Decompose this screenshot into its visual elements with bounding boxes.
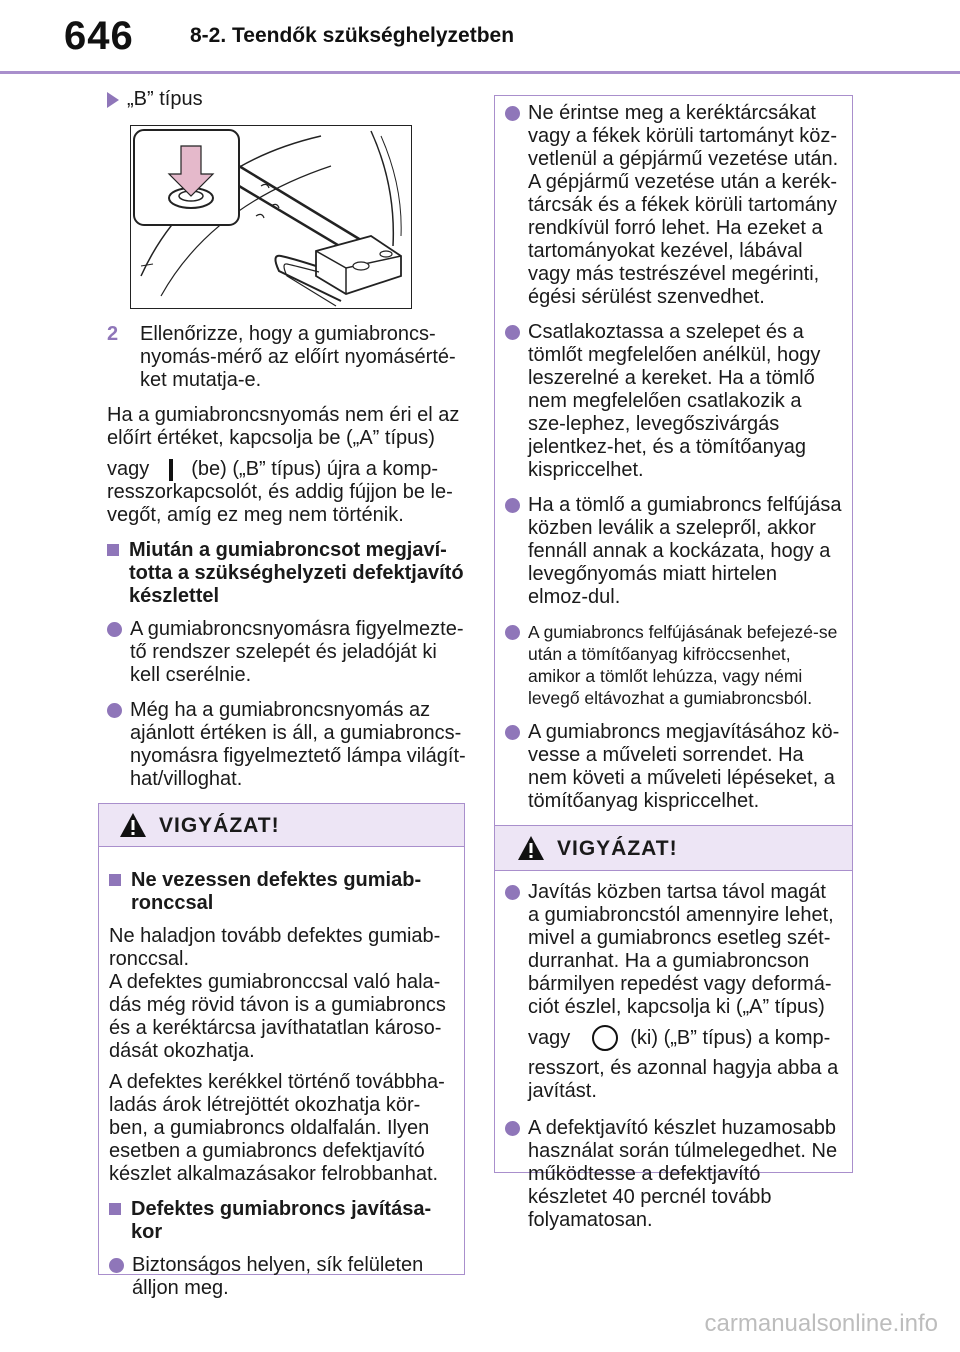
step-number: 2 bbox=[107, 323, 119, 345]
list-item bbox=[107, 699, 467, 791]
square-bullet-icon bbox=[107, 544, 119, 556]
list-item-text: A gumiabroncs felfújásának befejezé-se után a tömítőanyag kifröccsenhet, amikor a tömlőt lehúzza, vagy némi levegő eltávozhat a gumiabroncsból. bbox=[528, 622, 838, 708]
list-item-text: Ha a tömlő a gumiabroncs felfújása közben leválik a szelepről, akkor fennáll annak a kockázata, hogy a levegőnyomás miatt hirtelen elmoz-dul. bbox=[528, 494, 842, 608]
warning-body bbox=[495, 871, 852, 1232]
warning-header bbox=[495, 825, 852, 871]
heading-text: Defektes gumiabroncs javítása-kor bbox=[131, 1198, 432, 1243]
header-rule bbox=[0, 71, 960, 74]
left-column bbox=[107, 88, 467, 803]
warning-continuation bbox=[495, 96, 852, 813]
warning-paragraph-2: A defektes kerékkel történő továbbha-ladás árok létrejöttét okozhatja kör-ben, a gumiabroncs oldalfalán. Ilyen esetben a gumiabroncs defektjavító készlet alkalmazásakor felrobbanhat. bbox=[109, 1071, 445, 1185]
list-item-text: Biztonságos helyen, sík felületen álljon meg. bbox=[132, 1254, 424, 1299]
list-item bbox=[505, 102, 842, 309]
warning-title: VIGYÁZAT! bbox=[159, 813, 280, 837]
square-bullet-icon bbox=[109, 874, 121, 886]
list-item-text: Javítás közben tartsa távol magát a gumiabroncstól amennyire lehet, mivel a gumiabroncs esetleg szét-durranhat. Ha a gumiabroncson bármilyen repedést vagy deformá-ciót észlel, kapcsolja ki („A” típus) bbox=[528, 881, 834, 1018]
list-item-text: A gumiabroncs megjavításához kö-vesse a műveleti sorrendet. Ha nem követi a műveleti lépéseket, a tömítőanyag kispriccelhet. bbox=[528, 721, 840, 812]
after-repair-heading bbox=[107, 539, 467, 608]
heading-text: Miután a gumiabroncsot megjaví-totta a szükséghelyzeti defektjavító készlettel bbox=[129, 539, 464, 607]
warning-box-left bbox=[98, 803, 465, 1299]
warning-header bbox=[99, 804, 464, 847]
page-header bbox=[0, 0, 960, 78]
type-b-line bbox=[107, 88, 467, 111]
warning-triangle-icon bbox=[119, 812, 147, 838]
list-item bbox=[107, 618, 467, 687]
circle-bullet-icon bbox=[505, 885, 520, 900]
warning-heading-1 bbox=[109, 869, 452, 915]
pressure-paragraph-rest: resszorkapcsolót, és addig fújjon be le-vegőt, amíg ez meg nem történik. bbox=[107, 481, 453, 526]
list-item bbox=[505, 881, 842, 1019]
warning-title: VIGYÁZAT! bbox=[557, 836, 678, 860]
after-icon-text: (be) („B” típus) újra a komp- bbox=[191, 458, 438, 480]
page-number: 646 bbox=[64, 14, 134, 58]
power-off-icon bbox=[592, 1025, 618, 1051]
step-2 bbox=[107, 323, 467, 392]
circle-bullet-icon bbox=[505, 106, 520, 121]
step-text: Ellenőrizze, hogy a gumiabroncs-nyomás-mérő az előírt nyomásérté-ket mutatja-e. bbox=[140, 323, 456, 391]
warning-body bbox=[99, 847, 464, 1300]
warning-heading-2 bbox=[109, 1198, 452, 1244]
warning-paragraph-1: Ne haladjon tovább defektes gumiab-ronccsal. A defektes gumiabronccsal való hala-dás még rövid távon is a gumiabroncs és a keréktárcsa javíthatatlan károso-dását okozhatja. bbox=[109, 925, 446, 1062]
or-word: vagy bbox=[107, 458, 150, 480]
watermark: carmanualsonline.info bbox=[704, 1310, 938, 1337]
list-item bbox=[505, 1117, 842, 1232]
list-item-text: Ne érintse meg a keréktárcsákat vagy a fékek körüli tartományt köz-vetlenül a gépjármű vezetése után. A gépjármű vezetése után a kerék-tárcsák és a fékek körüli tartomány rendkívül forró lehet. Ha ezeket a tartományokat kezével, lábával vagy más testrészével megérinti, égési sérülést szenvedhet. bbox=[528, 102, 839, 308]
list-item-text: A gumiabroncsnyomásra figyelmezte-tő rendszer szelepét és jeladóját ki kell cserélnie. bbox=[130, 618, 464, 686]
heading-text: Ne vezessen defektes gumiab-ronccsal bbox=[131, 869, 422, 914]
switch-icon-line bbox=[107, 458, 467, 481]
circle-bullet-icon bbox=[109, 1258, 124, 1273]
list-item bbox=[505, 494, 842, 609]
list-item bbox=[109, 1254, 452, 1300]
circle-bullet-icon bbox=[505, 498, 520, 513]
circle-bullet-icon bbox=[505, 1121, 520, 1136]
power-on-icon bbox=[169, 459, 173, 481]
list-item bbox=[505, 721, 842, 813]
circle-bullet-icon bbox=[505, 725, 520, 740]
list-item-text: A defektjavító készlet huzamosabb használat során túlmelegedhet. Ne működtesse a defektjavító készletet 40 percnél tovább folyamatosan. bbox=[528, 1117, 838, 1231]
circle-bullet-icon bbox=[505, 625, 520, 640]
switch-icon-line bbox=[505, 1025, 842, 1051]
compressor-illustration bbox=[130, 125, 412, 309]
circle-bullet-icon bbox=[107, 703, 122, 718]
circle-bullet-icon bbox=[505, 325, 520, 340]
after-icon-text: (ki) („B” típus) a komp- bbox=[630, 1026, 831, 1049]
or-word: vagy bbox=[528, 1026, 571, 1049]
type-b-label: „B” típus bbox=[127, 88, 203, 110]
list-item-text: Csatlakoztassa a szelepet és a tömlőt megfelelően anélkül, hogy leszerelné a kereket. Ha a tömlő nem megfelelően csatlakozik a sze-lephez, levegőszivárgás jelentkez-het, és a tömítőanyag kispriccelhet. bbox=[528, 321, 821, 481]
circle-bullet-icon bbox=[107, 622, 122, 637]
warning-rest-text: resszort, és azonnal hagyja abba a javítást. bbox=[528, 1057, 839, 1102]
triangle-bullet-icon bbox=[107, 92, 119, 108]
list-item bbox=[505, 621, 842, 709]
pressure-paragraph: Ha a gumiabroncsnyomás nem éri el az előírt értéket, kapcsolja be („A” típus) bbox=[107, 404, 460, 449]
warning-box-right bbox=[494, 95, 853, 1231]
compressor-drawing bbox=[131, 126, 411, 308]
section-title: 8-2. Teendők szükséghelyzetben bbox=[190, 24, 515, 47]
warning-triangle-icon bbox=[517, 835, 545, 861]
square-bullet-icon bbox=[109, 1203, 121, 1215]
list-item-text: Még ha a gumiabroncsnyomás az ajánlott értéken is áll, a gumiabroncs-nyomásra figyelmeztető lámpa világít-hat/villoghat. bbox=[130, 699, 466, 790]
list-item bbox=[505, 321, 842, 482]
